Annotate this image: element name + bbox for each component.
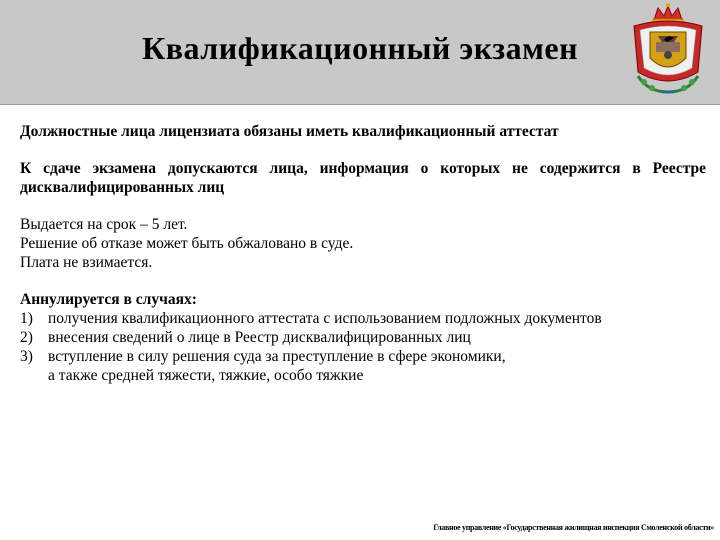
list-item-text: вступление в силу решения суда за преступление в сфере экономики, bbox=[48, 348, 506, 365]
annulment-heading: Аннулируется в случаях: bbox=[20, 291, 197, 308]
requirement-paragraph: Должностные лица лицензиата обязаны иметь квалификационный аттестат bbox=[20, 123, 559, 140]
list-item-number: 3) bbox=[20, 348, 33, 365]
info-line-appeal: Решение об отказе может быть обжаловано в суде. bbox=[20, 235, 354, 252]
list-item-text: получения квалификационного аттестата с использованием подложных документов bbox=[48, 310, 602, 327]
info-block bbox=[20, 215, 706, 272]
slide-header bbox=[0, 0, 720, 105]
list-item-number: 1) bbox=[20, 310, 33, 327]
footer-organization: Главное управление «Государственная жилищная инспекция Смоленской области» bbox=[433, 523, 714, 532]
list-item-text-continuation: а также средней тяжести, тяжкие, особо тяжкие bbox=[48, 367, 364, 384]
slide-content bbox=[20, 122, 706, 385]
page-title: Квалификационный экзамен bbox=[142, 30, 578, 66]
annulment-block bbox=[20, 290, 706, 385]
smolensk-coat-of-arms-icon bbox=[618, 2, 718, 102]
admission-paragraph: К сдаче экзамена допускаются лица, информация о которых не содержится в Реестре дисквалифицированных лиц bbox=[20, 160, 706, 196]
list-item-number: 2) bbox=[20, 329, 33, 346]
info-line-term: Выдается на срок – 5 лет. bbox=[20, 216, 188, 233]
info-line-fee: Плата не взимается. bbox=[20, 254, 153, 271]
list-item bbox=[20, 347, 706, 385]
list-item bbox=[20, 309, 706, 328]
list-item-text: внесения сведений о лице в Реестр дисквалифицированных лиц bbox=[48, 329, 471, 346]
annulment-list bbox=[20, 309, 706, 385]
list-item bbox=[20, 328, 706, 347]
